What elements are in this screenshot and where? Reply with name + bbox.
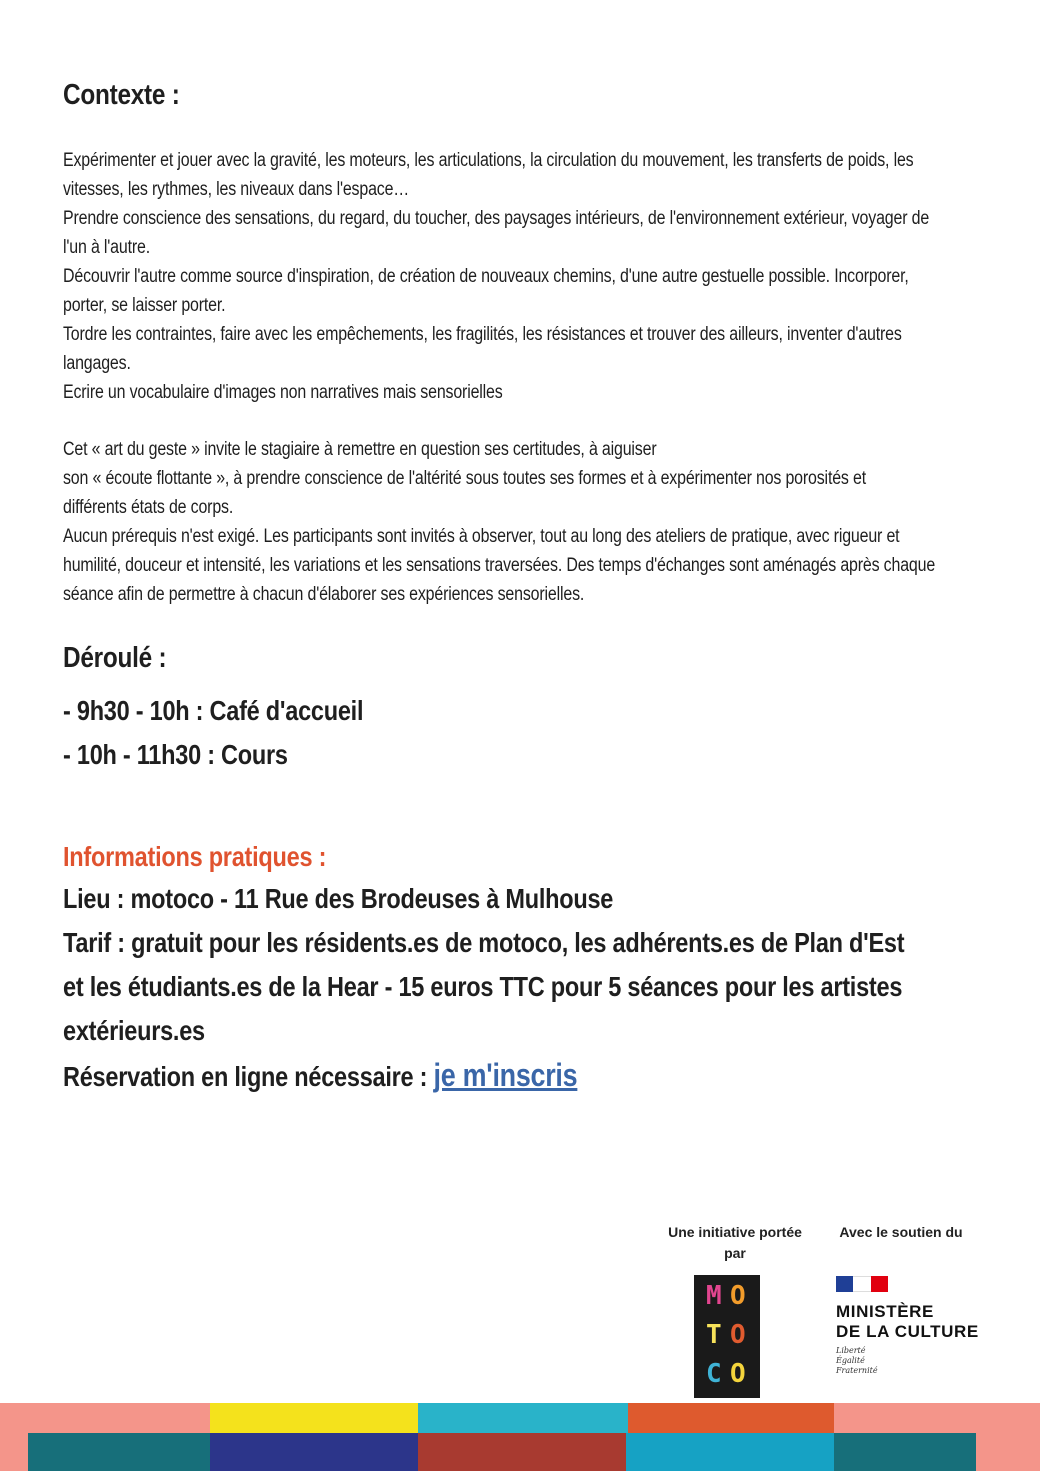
soutien-label: Avec le soutien du	[839, 1224, 963, 1240]
initiative-label	[650, 1222, 820, 1264]
logo-letter: O	[730, 1359, 746, 1389]
tarif-line: extérieurs.es	[63, 1015, 205, 1046]
text-line: Prendre conscience des sensations, du regard, du toucher, des paysages intérieurs, de l'environnement extérieur, voyager de	[63, 208, 930, 229]
reservation-line	[63, 1053, 970, 1099]
text-line: vitesses, les rythmes, les niveaux dans l'espace…	[63, 179, 410, 200]
reservation-label: Réservation en ligne nécessaire :	[63, 1061, 434, 1092]
logo-letter: O	[730, 1320, 746, 1350]
contexte-title: Contexte :	[63, 79, 180, 111]
text-line: Expérimenter et jouer avec la gravité, les moteurs, les articulations, la circulation du mouvement, les transferts de poids, les	[63, 150, 914, 171]
text-line: Tordre les contraintes, faire avec les empêchements, les fragilités, les résistances et trouver des ailleurs, inventer d'autres	[63, 324, 902, 345]
text-line: l'un à l'autre.	[63, 237, 150, 258]
band-block	[834, 1433, 976, 1471]
deroule-title: Déroulé :	[63, 642, 167, 674]
ministere-line: DE LA CULTURE	[836, 1322, 979, 1341]
text-line: humilité, douceur et intensité, les variations et les sensations traversées. Des temps d'échanges sont aménagés après chaque	[63, 555, 936, 576]
text-line: Ecrire un vocabulaire d'images non narratives mais sensorielles	[63, 382, 503, 403]
text-line: son « écoute flottante », à prendre conscience de l'altérité sous toutes ses formes et à expérimenter nos porosités et	[63, 468, 866, 489]
text-line: Cet « art du geste » invite le stagiaire à remettre en question ses certitudes, à aiguiser	[63, 439, 657, 460]
ministere-name	[836, 1302, 996, 1342]
french-flag-icon	[836, 1276, 888, 1292]
band-block	[210, 1433, 418, 1471]
band-block	[28, 1433, 210, 1471]
contexte-paragraph	[63, 146, 970, 407]
motoco-logo	[694, 1275, 760, 1398]
inscription-link[interactable]: je m'inscris	[433, 1057, 578, 1093]
tarif-line: et les étudiants.es de la Hear - 15 euros TTC pour 5 séances pour les artistes	[63, 971, 903, 1002]
infos-title: Informations pratiques :	[63, 841, 327, 872]
initiative-line: Une initiative portée	[668, 1224, 802, 1240]
logo-letter: T	[706, 1320, 722, 1350]
band-block	[626, 1433, 834, 1471]
art-du-geste-paragraph	[63, 435, 970, 609]
text-line: Découvrir l'autre comme source d'inspiration, de création de nouveaux chemins, d'une autre gestuelle possible. Incorporer,	[63, 266, 909, 287]
initiative-line: par	[724, 1245, 746, 1261]
credits	[640, 1222, 1000, 1402]
text-line: séance afin de permettre à chacun d'élaborer ses expériences sensorielles.	[63, 584, 585, 605]
band-block	[0, 1403, 210, 1433]
band-block	[418, 1433, 626, 1471]
lieu-text: Lieu : motoco - 11 Rue des Brodeuses à Mulhouse	[63, 883, 614, 914]
color-bands	[0, 1403, 1040, 1471]
text-line: porter, se laisser porter.	[63, 295, 226, 316]
tarif-line: Tarif : gratuit pour les résidents.es de motoco, les adhérents.es de Plan d'Est	[63, 927, 905, 958]
ministere-line: MINISTÈRE	[836, 1302, 934, 1321]
schedule-item: - 9h30 - 10h : Café d'accueil	[63, 695, 364, 726]
text-line: différents états de corps.	[63, 497, 234, 518]
ministere-logo	[836, 1276, 996, 1376]
logo-letter: M	[706, 1281, 722, 1311]
band-block	[418, 1403, 628, 1433]
text-line: langages.	[63, 353, 131, 374]
ministere-motto	[836, 1346, 996, 1376]
logo-letter: O	[730, 1281, 746, 1311]
band-block	[0, 1433, 28, 1471]
motto-line: Liberté	[836, 1346, 866, 1355]
text-line: Aucun prérequis n'est exigé. Les participants sont invités à observer, tout au long des ateliers de pratique, avec rigueur et	[63, 526, 900, 547]
band-block	[628, 1403, 834, 1433]
band-block	[210, 1403, 418, 1433]
motto-line: Égalité	[836, 1356, 865, 1365]
content	[63, 78, 970, 1099]
motto-line: Fraternité	[836, 1366, 878, 1375]
logo-letter: C	[706, 1359, 722, 1389]
schedule-item: - 10h - 11h30 : Cours	[63, 739, 288, 770]
